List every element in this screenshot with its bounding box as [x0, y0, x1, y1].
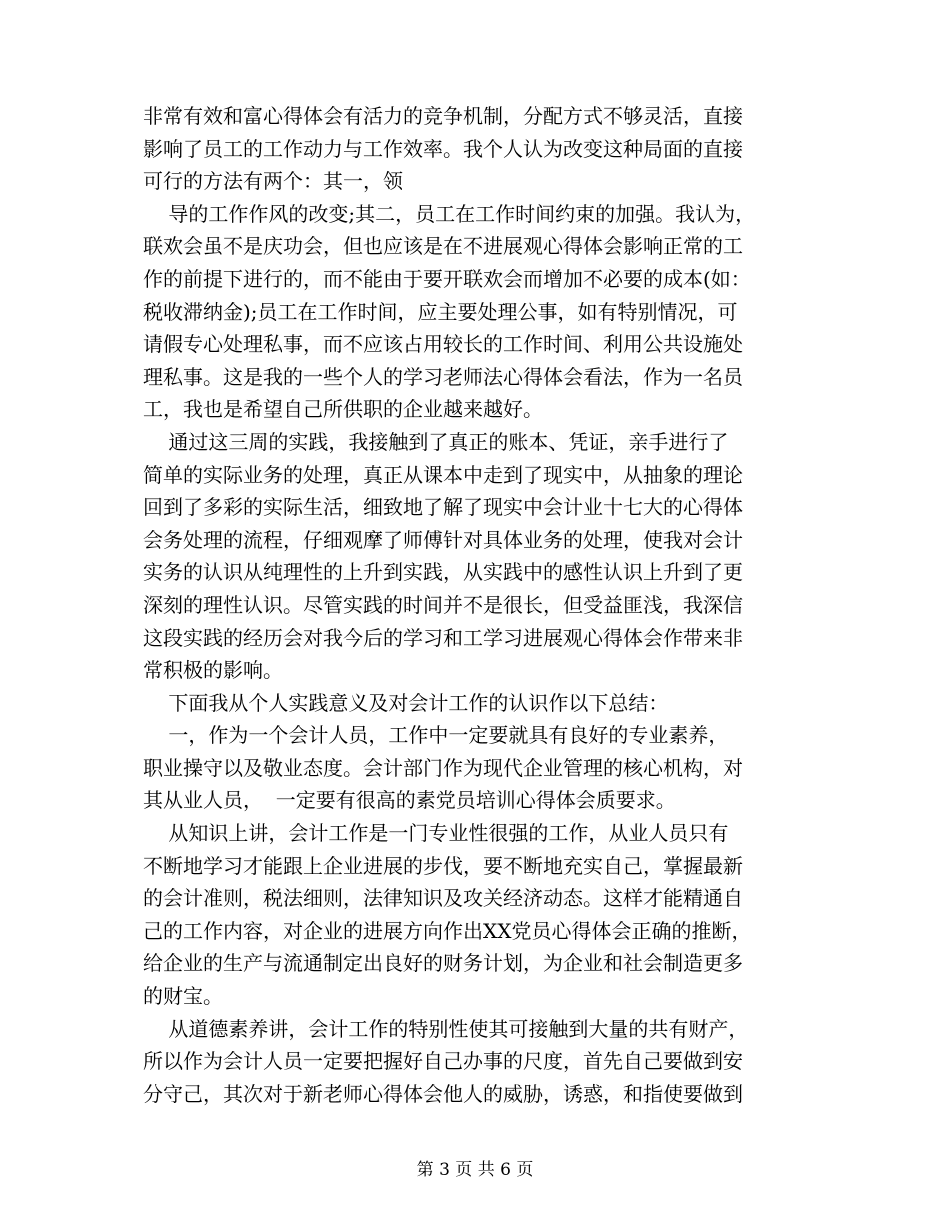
text-line: 下面我从个人实践意义及对会计工作的认识作以下总结：	[143, 690, 669, 715]
text-line: 作的前提下进行的，而不能由于要开联欢会而增加不必要的成本(如：	[143, 266, 751, 291]
text-line: 给企业的生产与流通制定出良好的财务计划，为企业和社会制造更多	[143, 951, 743, 976]
text-line: 职业操守以及敬业态度。会计部门作为现代企业管理的核心机构，对	[143, 755, 743, 780]
text-line: 税收滞纳金);员工在工作时间，应主要处理公事，如有特别情况，可	[143, 299, 738, 324]
text-line: 常积极的影响。	[143, 658, 283, 683]
text-line: 从知识上讲，会计工作是一门专业性很强的工作，从业人员只有	[143, 821, 729, 846]
text-line: 可行的方法有两个：其一，领	[143, 169, 403, 194]
text-line: 分守己，其次对于新老师心得体会他人的威胁，诱惑，和指使要做到	[143, 1081, 743, 1106]
text-line: 工，我也是希望自己所供职的企业越来越好。	[143, 397, 543, 422]
text-line: 这段实践的经历会对我今后的学习和工学习进展观心得体会作带来非	[143, 625, 743, 650]
text-line: 的财宝。	[143, 984, 223, 1009]
text-line: 联欢会虽不是庆功会，但也应该是在不进展观心得体会影响正常的工	[143, 234, 743, 259]
text-line: 请假专心处理私事，而不应该占用较长的工作时间、利用公共设施处	[143, 332, 743, 357]
text-line: 回到了多彩的实际生活，细致地了解了现实中会计业十七大的心得体	[143, 495, 743, 520]
text-line: 一，作为一个会计人员，工作中一定要就具有良好的专业素养，	[143, 723, 729, 748]
page-number-footer: 第 3 页 共 6 页	[416, 1160, 534, 1180]
text-line: 从道德素养讲，会计工作的特别性使其可接触到大量的共有财产，	[143, 1016, 749, 1041]
text-line: 简单的实际业务的处理，真正从课本中走到了现实中，从抽象的理论	[143, 462, 743, 487]
text-line: 己的工作内容，对企业的进展方向作出XX党员心得体会正确的推断，	[143, 918, 752, 943]
text-line: 通过这三周的实践，我接触到了真正的账本、凭证，亲手进行了	[143, 429, 729, 454]
text-line: 的会计准则，税法细则，法律知识及攻关经济动态。这样才能精通自	[143, 886, 743, 911]
text-line: 理私事。这是我的一些个人的学习老师法心得体会看法，作为一名员	[143, 364, 743, 389]
body-text	[143, 100, 808, 1110]
text-line: 非常有效和富心得体会有活力的竞争机制，分配方式不够灵活，直接	[143, 104, 743, 128]
text-line: 所以作为会计人员一定要把握好自己办事的尺度，首先自己要做到安	[143, 1049, 743, 1074]
text-line: 深刻的理性认识。尽管实践的时间并不是很长，但受益匪浅，我深信	[143, 592, 743, 617]
text-line: 影响了员工的工作动力与工作效率。我个人认为改变这种局面的直接	[143, 136, 743, 161]
text-line: 不断地学习才能跟上企业进展的步伐，要不断地充实自己，掌握最新	[143, 853, 743, 878]
text-line: 其从业人员， 一定要有很高的素党员培训心得体会质要求。	[143, 788, 676, 813]
text-line: 会务处理的流程，仔细观摩了师傅针对具体业务的处理，使我对会计	[143, 527, 743, 552]
text-line: 导的工作作风的改变;其二，员工在工作时间约束的加强。我认为，	[143, 201, 756, 226]
text-line: 实务的认识从纯理性的上升到实践，从实践中的感性认识上升到了更	[143, 560, 743, 585]
